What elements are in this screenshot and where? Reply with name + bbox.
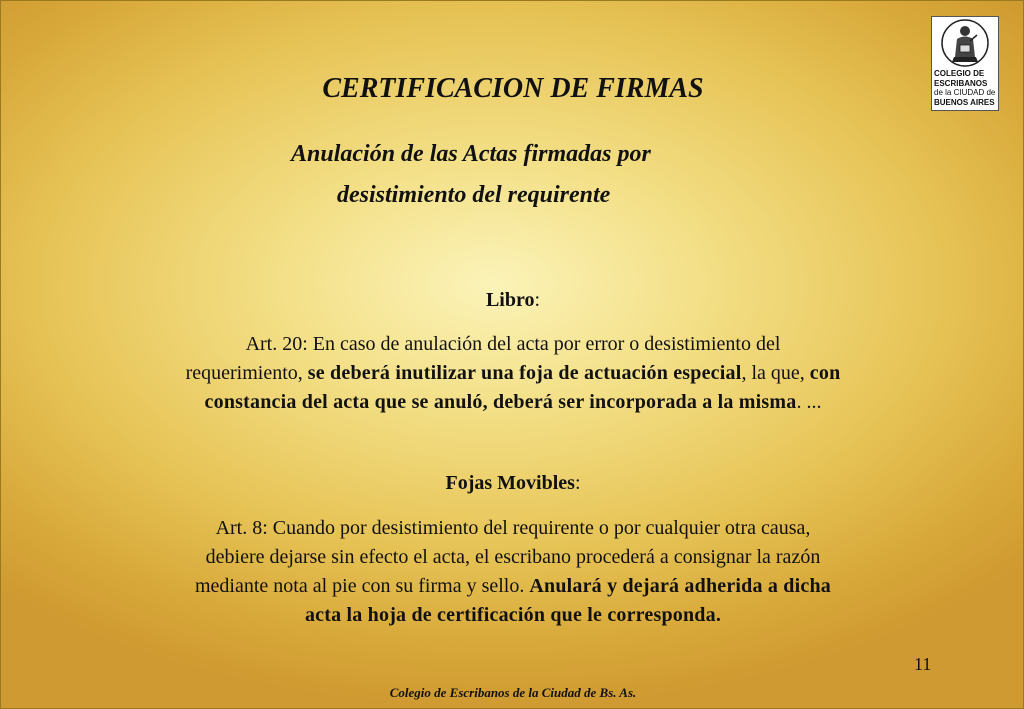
bold-text-run: acta la hoja de certificación que le corresponda.	[304, 604, 722, 626]
fojas-text-line	[91, 601, 935, 630]
fojas-text-line	[91, 514, 935, 543]
text-run: , la que,	[741, 362, 810, 384]
bold-text-run: Anulará y dejará adherida a dicha	[529, 575, 831, 597]
fojas-heading-colon: :	[574, 472, 581, 494]
logo-line: COLEGIO DE	[934, 69, 985, 78]
bold-text-run: con	[809, 362, 841, 384]
text-run: Art. 8: Cuando por desistimiento del requirente o por cualquier otra causa,	[215, 517, 811, 539]
libro-text-line	[91, 330, 935, 359]
libro-heading-label: Libro	[485, 289, 535, 311]
libro-text-line	[91, 388, 935, 417]
libro-article-text	[91, 330, 935, 417]
fojas-text-line	[91, 572, 935, 601]
fojas-text-line	[91, 543, 935, 572]
page-number: 11	[914, 654, 932, 674]
subtitle-line-2: desistimiento del requirente	[337, 182, 611, 208]
bold-text-run: se deberá inutilizar una foja de actuación especial	[307, 362, 742, 384]
libro-heading	[1, 289, 1024, 312]
fojas-heading-label: Fojas Movibles	[445, 472, 575, 494]
libro-text-line	[91, 359, 935, 388]
footer-text: Colegio de Escribanos de la Ciudad de Bs. As.	[389, 685, 637, 700]
libro-heading-colon: :	[534, 289, 541, 311]
logo-text	[934, 69, 996, 107]
fojas-heading	[1, 472, 1024, 495]
text-run: requerimiento,	[185, 362, 308, 384]
text-run: mediante nota al pie con su firma y sello.	[195, 575, 530, 597]
logo-line: ESCRIBANOS	[934, 78, 988, 88]
seated-figure-emblem-icon	[932, 17, 998, 69]
page-title: CERTIFICACION DE FIRMAS	[322, 73, 704, 104]
colegio-logo	[931, 16, 999, 111]
fojas-article-text	[91, 514, 935, 630]
text-run: . ...	[796, 391, 822, 413]
logo-line: BUENOS AIRES	[934, 97, 995, 107]
text-run: Art. 20: En caso de anulación del acta por error o desistimiento del	[245, 333, 781, 355]
logo-line: de la CIUDAD de	[934, 88, 996, 97]
bold-text-run: constancia del acta que se anuló, deberá ser incorporada a la misma	[204, 391, 797, 413]
text-run: debiere dejarse sin efecto el acta, el escribano procederá a consignar la razón	[205, 546, 821, 568]
subtitle-line-1: Anulación de las Actas firmadas por	[291, 141, 651, 167]
